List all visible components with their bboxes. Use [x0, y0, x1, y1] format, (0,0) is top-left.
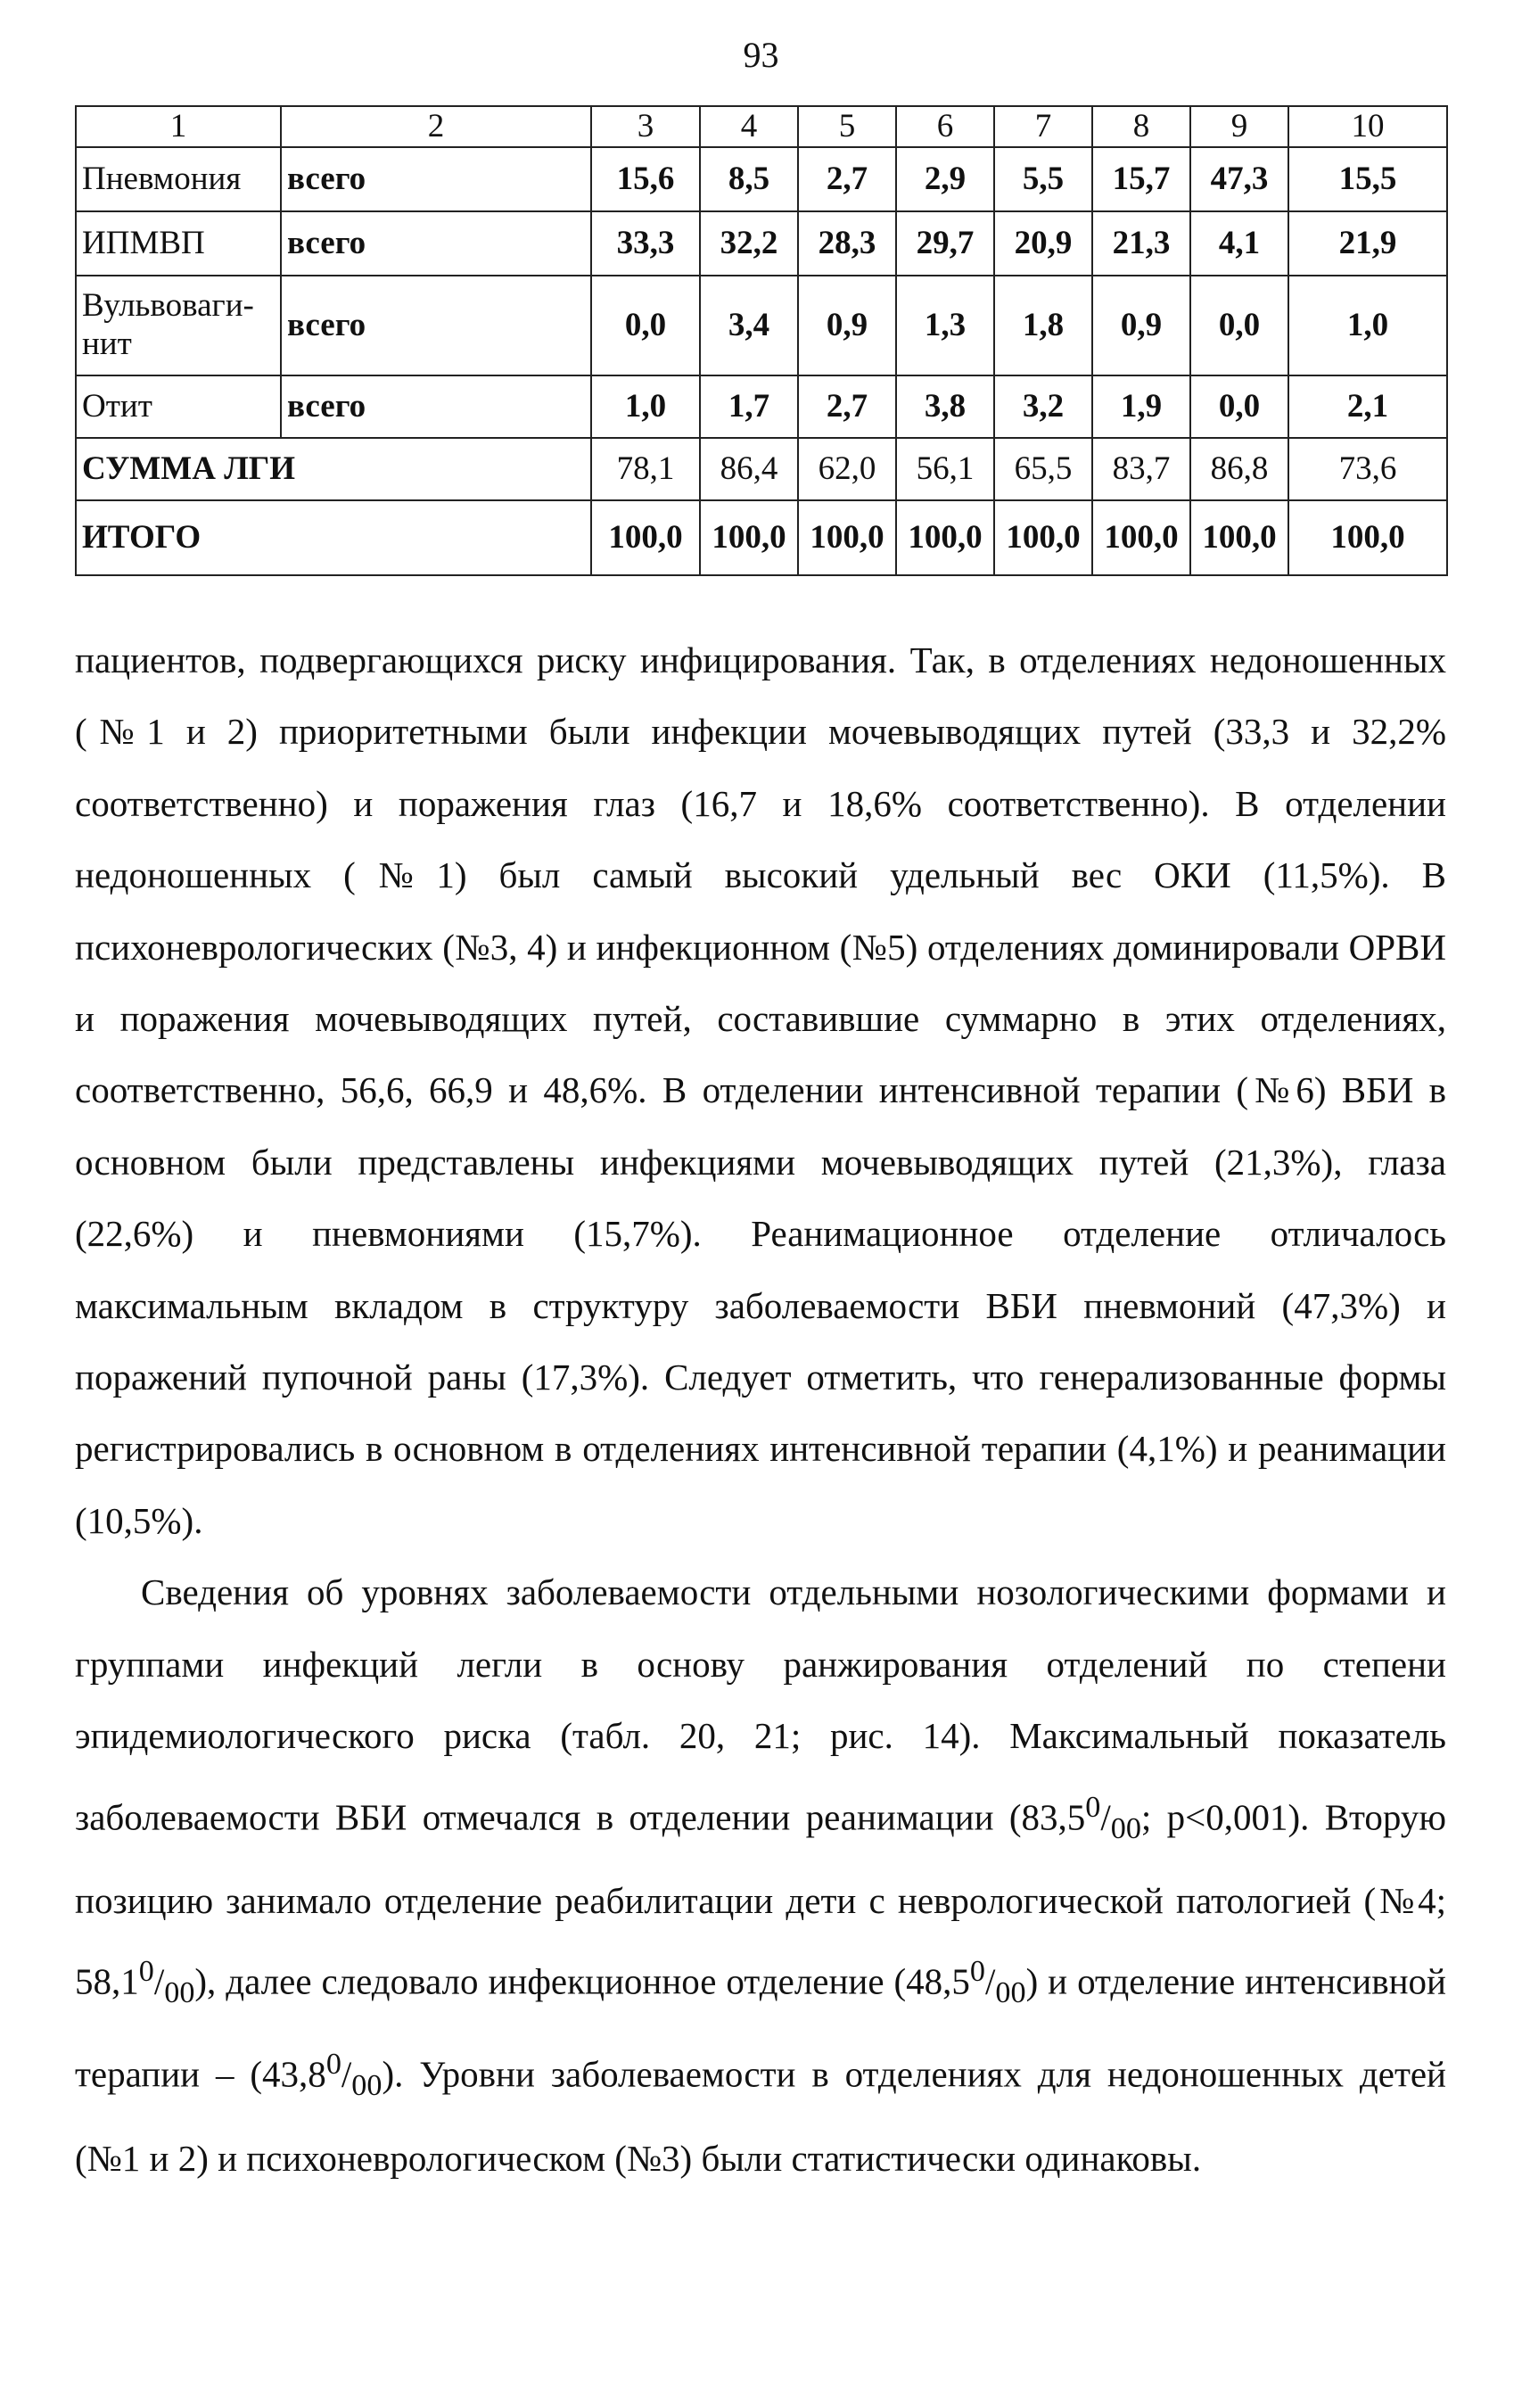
- header-cell: 10: [1288, 106, 1447, 147]
- table-cell: 100,0: [1288, 500, 1447, 575]
- paragraph-text: Сведения об уровнях заболеваемости отдельными нозологическими формами и группами инфекций легли в основу ранжирования отделений по степени эпидемиологического риска (табл. 20, 21; рис. 14). Максимальный показатель заболеваемости ВБИ отмечался в отделении реанимации (83,5: [75, 1571, 1446, 1838]
- table-cell: 29,7: [896, 211, 994, 276]
- table-cell: 2,9: [896, 147, 994, 211]
- row-name: ИТОГО: [76, 500, 591, 575]
- table-cell: 2,1: [1288, 375, 1447, 438]
- table-cell: 100,0: [700, 500, 798, 575]
- table-cell: 100,0: [1092, 500, 1190, 575]
- header-cell: 3: [591, 106, 700, 147]
- header-cell: 4: [700, 106, 798, 147]
- table-cell: 47,3: [1190, 147, 1288, 211]
- page-number: 93: [743, 35, 779, 75]
- row-subtype: всего: [281, 211, 591, 276]
- paragraph-text: ; p<0,001). Вторую позицию занимало отделение реабилитации дети с неврологической патологией (№4; 58,1: [75, 1796, 1447, 2002]
- table-row: [76, 375, 1447, 438]
- permille-subscript: 00: [995, 1976, 1026, 2009]
- table-cell: 0,9: [1092, 276, 1190, 375]
- paragraph-text: пациентов, подвергающихся риску инфицирования. Так, в отделениях недоношенных (№1 и 2) приоритетными были инфекции мочевыводящих путей (33,3 и 32,2% соответственно) и поражения глаз (16,7 и 18,6% соответственно). В отделении недоношенных (№1) был самый высокий удельный вес ОКИ (11,5%). В психоневрологических (№3, 4) и инфекционном (№5) отделениях доминировали ОРВИ и поражения мочевыводящих путей, составившие суммарно в этих отделениях, соответственно, 56,6, 66,9 и 48,6%. В отделении интенсивной терапии (№6) ВБИ в основном были представлены инфекциями мочевыводящих путей (21,3%), глаза (22,6%) и пневмониями (15,7%). Реанимационное отделение отличалось максимальным вкладом в структуру заболеваемости ВБИ пневмоний (47,3%) и поражений пупочной раны (17,3%). Следует отметить, что генерализованные формы регистрировались в основном в отделениях интенсивной терапии (4,1%) и реанимации (10,5%).: [75, 639, 1446, 1541]
- row-name: Пневмония: [76, 147, 281, 211]
- data-table: [75, 105, 1448, 576]
- paragraph: [75, 624, 1446, 1556]
- table-cell: 3,4: [700, 276, 798, 375]
- table-cell: 32,2: [700, 211, 798, 276]
- table-cell: 100,0: [798, 500, 896, 575]
- table-cell: 1,3: [896, 276, 994, 375]
- table-cell: 0,0: [1190, 375, 1288, 438]
- permille-superscript: 0: [138, 1955, 154, 1989]
- table-cell: 0,0: [591, 276, 700, 375]
- table-cell: 83,7: [1092, 438, 1190, 500]
- table-header-row: [76, 106, 1447, 147]
- body-text: [75, 624, 1446, 2194]
- table-cell: 100,0: [591, 500, 700, 575]
- table-cell: 1,9: [1092, 375, 1190, 438]
- permille-superscript: 0: [1085, 1790, 1101, 1824]
- table-cell: 8,5: [700, 147, 798, 211]
- permille-slash: /: [153, 1960, 165, 2002]
- row-subtype: всего: [281, 147, 591, 211]
- paragraph-text: ). Уровни заболеваемости в отделениях для недоношенных детей (№1 и 2) и психоневрологическом (№3) были статистически одинаковы.: [75, 2054, 1446, 2179]
- table-row: [76, 147, 1447, 211]
- table-cell: 2,7: [798, 147, 896, 211]
- table-cell: 1,0: [591, 375, 700, 438]
- row-subtype: всего: [281, 375, 591, 438]
- header-cell: 1: [76, 106, 281, 147]
- header-cell: 9: [1190, 106, 1288, 147]
- table-cell: 15,6: [591, 147, 700, 211]
- paragraph-text: ), далее следовало инфекционное отделение (48,5: [194, 1960, 970, 2002]
- permille-superscript: 0: [325, 2048, 341, 2082]
- permille-subscript: 00: [1110, 1811, 1141, 1845]
- table-cell: 15,7: [1092, 147, 1190, 211]
- table-cell: 28,3: [798, 211, 896, 276]
- table-row: [76, 438, 1447, 500]
- table-cell: 21,3: [1092, 211, 1190, 276]
- table-cell: 62,0: [798, 438, 896, 500]
- table-cell: 20,9: [994, 211, 1092, 276]
- permille-slash: /: [341, 2054, 352, 2096]
- header-cell: 6: [896, 106, 994, 147]
- table-row: [76, 276, 1447, 375]
- row-name: Отит: [76, 375, 281, 438]
- table-cell: 2,7: [798, 375, 896, 438]
- paragraph: [75, 1556, 1446, 2194]
- table-cell: 3,8: [896, 375, 994, 438]
- table-cell: 100,0: [896, 500, 994, 575]
- table-row: [76, 211, 1447, 276]
- table-cell: 100,0: [994, 500, 1092, 575]
- table-cell: 86,8: [1190, 438, 1288, 500]
- table-cell: 3,2: [994, 375, 1092, 438]
- table-cell: 4,1: [1190, 211, 1288, 276]
- permille-superscript: 0: [969, 1955, 985, 1989]
- header-cell: 8: [1092, 106, 1190, 147]
- row-name: Вульвоваги-нит: [76, 276, 281, 375]
- permille-subscript: 00: [164, 1976, 195, 2009]
- table-row: [76, 500, 1447, 575]
- table-cell: 100,0: [1190, 500, 1288, 575]
- header-cell: 2: [281, 106, 591, 147]
- permille-subscript: 00: [351, 2069, 383, 2103]
- table-cell: 15,5: [1288, 147, 1447, 211]
- table-cell: 1,7: [700, 375, 798, 438]
- table-cell: 5,5: [994, 147, 1092, 211]
- paragraph-text: ) и отделение интенсивной терапии – (43,8: [75, 1960, 1446, 2096]
- table-cell: 33,3: [591, 211, 700, 276]
- row-subtype: всего: [281, 276, 591, 375]
- table-cell: 73,6: [1288, 438, 1447, 500]
- header-cell: 5: [798, 106, 896, 147]
- table-cell: 0,0: [1190, 276, 1288, 375]
- table-cell: 21,9: [1288, 211, 1447, 276]
- row-name: СУММА ЛГИ: [76, 438, 591, 500]
- table-cell: 1,0: [1288, 276, 1447, 375]
- header-cell: 7: [994, 106, 1092, 147]
- table-cell: 86,4: [700, 438, 798, 500]
- permille-slash: /: [985, 1960, 996, 2002]
- row-name: ИПМВП: [76, 211, 281, 276]
- table-cell: 78,1: [591, 438, 700, 500]
- table-cell: 0,9: [798, 276, 896, 375]
- table-cell: 56,1: [896, 438, 994, 500]
- table-cell: 65,5: [994, 438, 1092, 500]
- permille-slash: /: [1100, 1796, 1111, 1838]
- table-cell: 1,8: [994, 276, 1092, 375]
